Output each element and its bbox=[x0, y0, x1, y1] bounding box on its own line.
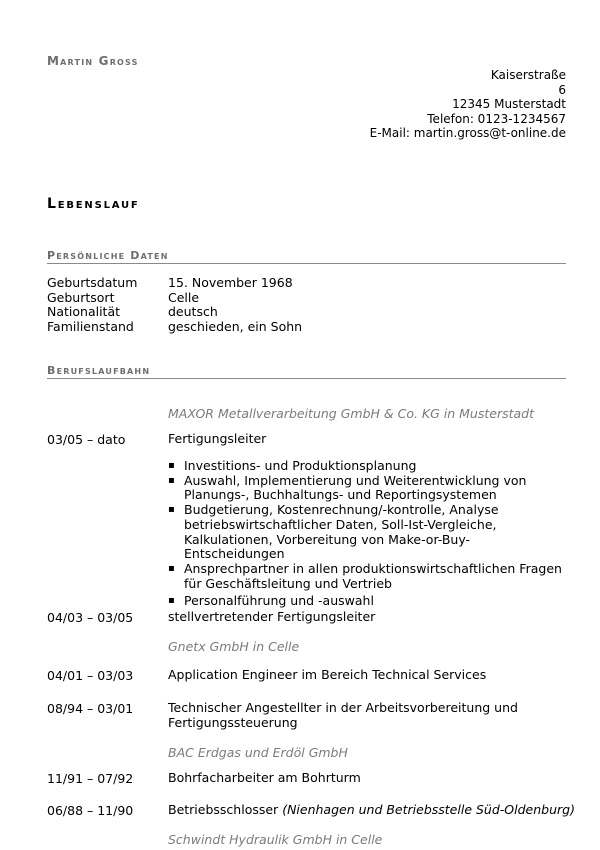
career-date: 04/03 – 03/05 bbox=[47, 610, 134, 625]
career-position-note: (Nienhagen und Betriebsstelle Süd-Oldenburg) bbox=[282, 802, 575, 817]
candidate-name: Martin Gross bbox=[47, 54, 139, 68]
career-date: 08/94 – 03/01 bbox=[47, 701, 134, 716]
personal-row bbox=[47, 320, 302, 335]
address-city: 12345 Musterstadt bbox=[452, 97, 566, 111]
career-date: 06/88 – 11/90 bbox=[47, 803, 134, 818]
list-item: ▪ Budgetierung, Kostenrechnung/-kontrolle, Analyse betriebswirtschaftlicher Daten, Soll-Ist-Vergleiche, Kalkulationen, Vorbereitung von Make-or-Buy-Entscheidungen bbox=[168, 503, 568, 562]
contact-address-block bbox=[370, 68, 566, 141]
career-position: Technischer Angestellter in der Arbeitsvorbereitung und Fertigungssteuerung bbox=[168, 700, 518, 730]
address-email: E-Mail: martin.gross@t-online.de bbox=[369, 126, 566, 140]
career-position-title: Betriebsschlosser bbox=[168, 802, 279, 817]
list-item: ▪ Personalführung und -auswahl bbox=[168, 594, 568, 609]
career-position: Fertigungsleiter bbox=[168, 431, 267, 446]
career-position bbox=[168, 803, 588, 818]
list-item: ▪ Ansprechpartner in allen produktionswirtschaftlichen Fragen für Geschäftsleitung und Vertrieb bbox=[168, 562, 568, 591]
address-house-number: 6 bbox=[558, 82, 566, 97]
personal-row bbox=[47, 276, 302, 291]
career-position: Application Engineer im Bereich Technical Services bbox=[168, 667, 487, 682]
personal-row bbox=[47, 305, 302, 320]
personal-label: Familienstand bbox=[47, 318, 134, 334]
career-position: stellvertretender Fertigungsleiter bbox=[168, 609, 376, 624]
document-title: Lebenslauf bbox=[47, 196, 140, 212]
section-heading-personal: Persönliche Daten bbox=[47, 249, 566, 264]
personal-value: 15. November 1968 bbox=[168, 275, 293, 290]
company-name: MAXOR Metallverarbeitung GmbH & Co. KG in Musterstadt bbox=[168, 406, 535, 421]
personal-value: Celle bbox=[168, 289, 200, 305]
company-name: Schwindt Hydraulik GmbH in Celle bbox=[168, 832, 383, 847]
career-date: 04/01 – 03/03 bbox=[47, 668, 134, 683]
company-name: Gnetx GmbH in Celle bbox=[168, 639, 300, 654]
personal-label: Nationalität bbox=[47, 304, 121, 320]
career-position: Bohrfacharbeiter am Bohrturm bbox=[168, 770, 361, 785]
career-date: 03/05 – dato bbox=[47, 432, 126, 447]
section-heading-career: Berufslaufbahn bbox=[47, 364, 566, 379]
personal-row bbox=[47, 291, 302, 306]
personal-label: Geburtsdatum bbox=[47, 275, 138, 290]
personal-data-table bbox=[47, 276, 302, 334]
company-name: BAC Erdgas und Erdöl GmbH bbox=[168, 745, 348, 760]
list-item: ▪ Auswahl, Implementierung und Weiterentwicklung von Planungs-, Buchhaltungs- und Reportingsystemen bbox=[168, 474, 568, 503]
responsibilities-list bbox=[168, 459, 568, 609]
address-phone: Telefon: 0123-1234567 bbox=[427, 111, 566, 126]
personal-value: geschieden, ein Sohn bbox=[168, 318, 303, 334]
personal-label: Geburtsort bbox=[47, 289, 115, 305]
career-date: 11/91 – 07/92 bbox=[47, 771, 134, 786]
list-item: ▪ Investitions- und Produktionsplanung bbox=[168, 459, 568, 474]
personal-value: deutsch bbox=[168, 304, 218, 320]
address-street: Kaiserstraße bbox=[490, 68, 566, 82]
